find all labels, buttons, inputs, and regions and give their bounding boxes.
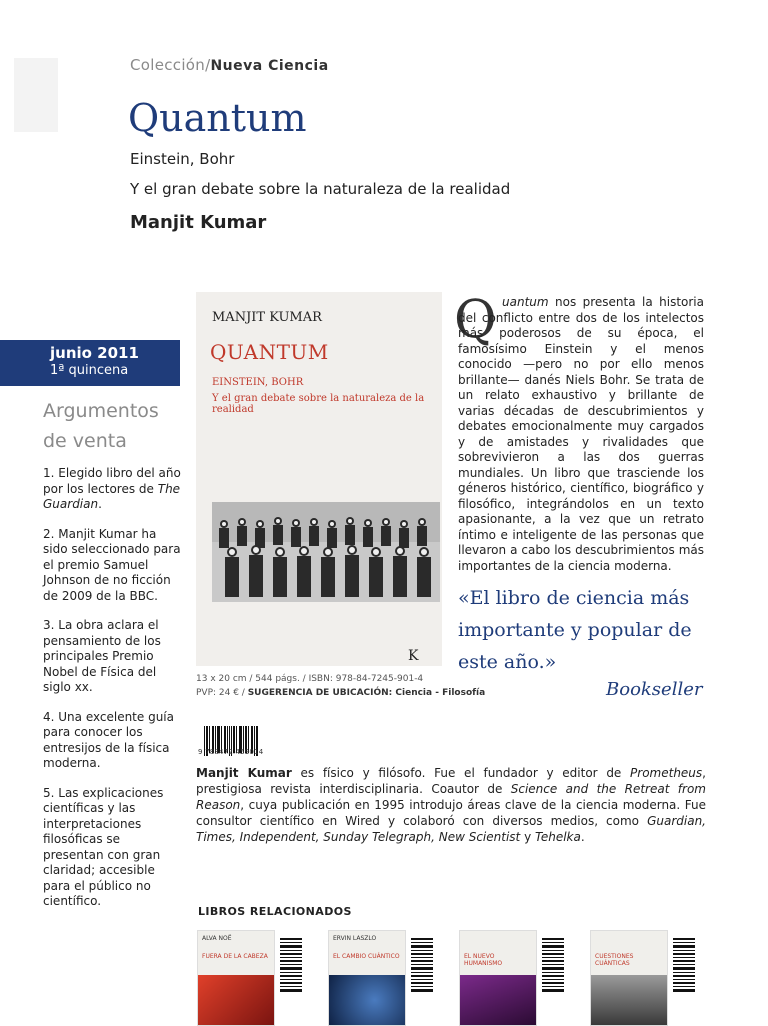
dropcap-letter: Q <box>454 290 497 350</box>
release-month: junio 2011 <box>50 344 139 362</box>
publisher-logo: K <box>408 648 419 664</box>
book-cover <box>196 292 442 666</box>
price-line: PVP: 24 € / SUGERENCIA DE UBICACIÓN: Ciencia - Filosofía <box>196 688 486 698</box>
related-books-heading: LIBROS RELACIONADOS <box>198 905 352 918</box>
book-author: Manjit Kumar <box>130 212 267 233</box>
cover-author: MANJIT KUMAR <box>212 310 322 325</box>
argument-item: 5. Las explicaciones científicas y las interpretaciones filosóficas se presentan con gran claridad; accesible para el público no científico. <box>43 785 164 908</box>
related-book-cover[interactable]: ALVA NOË FUERA DE LA CABEZA <box>197 930 275 1026</box>
collection-label: Colección/ <box>130 56 211 74</box>
arguments-heading <box>43 396 183 456</box>
quote-source: Bookseller <box>606 679 703 700</box>
book-title: Quantum <box>128 96 307 140</box>
arguments-heading-line2: de venta <box>43 430 127 452</box>
argument-item: 2. Manjit Kumar ha sido seleccionado para el premio Samuel Johnson de no ficción de 2009 de la BBC. <box>43 526 181 603</box>
arguments-heading-line1: Argumentos <box>43 400 159 422</box>
collection-logo-watermark <box>14 58 58 132</box>
book-subtitle-2: Y el gran debate sobre la naturaleza de la realidad <box>130 180 511 198</box>
book-specs <box>196 672 485 700</box>
cover-subtitle-2: Y el gran debate sobre la naturaleza de la realidad <box>212 393 425 415</box>
press-quote: «El libro de ciencia más importante y popular de este año.» <box>458 587 692 673</box>
argument-item: 4. Una excelente guía para conocer los entresijos de la física moderna. <box>43 709 174 770</box>
cover-subtitle-1: EINSTEIN, BOHR <box>212 377 304 388</box>
argument-item: 1. Elegido libro del año por los lectores de The Guardian. <box>43 466 181 511</box>
related-book-barcode <box>411 934 433 998</box>
related-book-cover[interactable]: ERVIN LASZLO EL CAMBIO CUÁNTICO <box>328 930 406 1026</box>
arguments-list <box>43 466 183 924</box>
author-bio: Manjit Kumar es físico y filósofo. Fue el fundador y editor de Prometheus, prestigiosa revista interdisciplinaria. Coautor de Science and the Retreat from Reason, cuya publicación en 1995 introdujo áreas clave de la ciencia moderna. Fue consultor científico en Wired y colaboró con diversos medios, como Guardian, Times, Independent, Sunday Telegraph, New Scientist y Tehelka. <box>196 766 706 844</box>
release-period: 1ª quincena <box>50 363 129 378</box>
book-subtitle-1: Einstein, Bohr <box>130 150 235 168</box>
argument-item: 3. La obra aclara el pensamiento de los principales Premio Nobel de Física del siglo xx. <box>43 618 161 694</box>
related-book-barcode <box>673 934 695 998</box>
collection-name: Nueva Ciencia <box>210 58 329 74</box>
related-book-barcode <box>280 934 302 998</box>
related-book-cover[interactable]: EL NUEVO HUMANISMO <box>459 930 537 1026</box>
related-book-barcode <box>542 934 564 998</box>
collection-line <box>130 56 329 74</box>
cover-group-photo <box>212 502 440 602</box>
specs-line: 13 x 20 cm / 544 págs. / ISBN: 978-84-7245-901-4 <box>196 674 424 684</box>
related-book-cover[interactable]: CUESTIONES CUÁNTICAS <box>590 930 668 1026</box>
isbn-barcode-number: 9 788472 459014 <box>198 748 264 756</box>
cover-title: QUANTUM <box>210 340 329 364</box>
release-date-band <box>0 340 180 386</box>
book-description: uantum nos presenta la historia del conflicto entre dos de los intelectos más poderosos de su época, el famosísimo Einstein y el menos conocido —pero no por ello menos brillante— danés Niels Bohr. Se trata de un relato exhaustivo y brillante de varias décadas de descubrimientos y debates emocionalmente muy cargados y de amistades y rivalidades que sobrevivieron a las dos guerras mundiales. Un libro que trasciende los géneros histórico, científico, biográfico y filosófico, integrándolos en un texto apasionante, a la vez que un retrato íntimo e inteligente de las personas que llevaron a cabo los descubrimientos más importantes de la ciencia moderna. <box>458 295 704 573</box>
